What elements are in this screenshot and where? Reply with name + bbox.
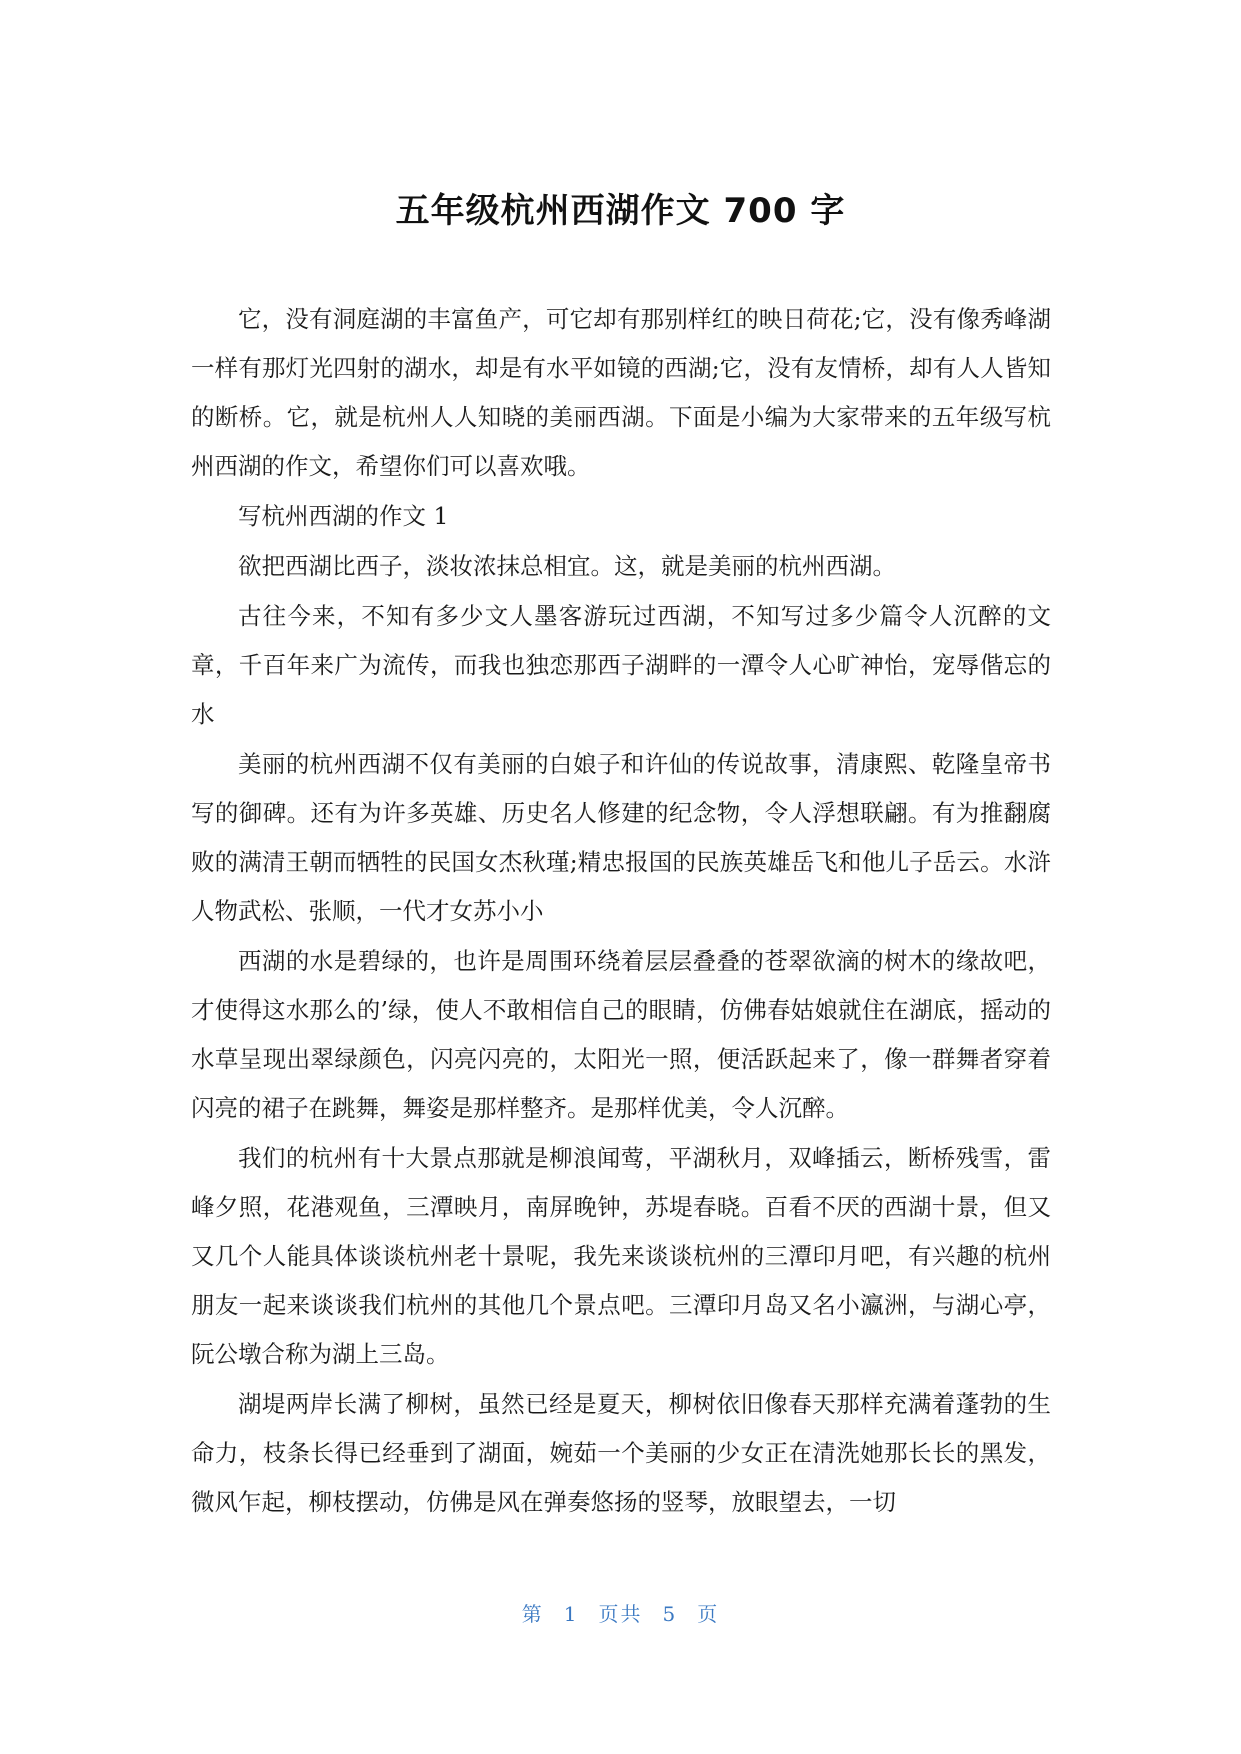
page-suffix: 页 [697,1602,720,1626]
paragraph: 欲把西湖比西子，淡妆浓抹总相宜。这，就是美丽的杭州西湖。 [238,552,896,580]
total-pages-number: 5 [662,1602,678,1626]
page-footer [0,1598,1241,1627]
paragraph: 西湖的水是碧绿的，也许是周围环绕着层层叠叠的苍翠欲滴的树木的缘故吧，才使得这水那么的’绿，使人不敢相信自己的眼睛，仿佛春姑娘就住在湖底，摇动的水草呈现出翠绿颜色，闪亮闪亮的，太阳光一照，便活跃起来了，像一群舞者穿着闪亮的裙子在跳舞，舞姿是那样整齐。是那样优美，令人沉醉。 [191,947,1051,1122]
paragraph: 古往今来，不知有多少文人墨客游玩过西湖，不知写过多少篇令人沉醉的文章，千百年来广为流传，而我也独恋那西子湖畔的一潭令人心旷神怡，宠辱偕忘的水 [191,602,1051,728]
section-heading: 写杭州西湖的作文 1 [238,502,449,530]
page-of-label: 页共 [598,1602,643,1626]
paragraph: 湖堤两岸长满了柳树，虽然已经是夏天，柳树依旧像春天那样充满着蓬勃的生命力，枝条长得已经垂到了湖面，婉茹一个美丽的少女正在清洗她那长长的黑发，微风乍起，柳枝摆动，仿佛是风在弹奏悠扬的竖琴，放眼望去，一切 [191,1390,1051,1516]
paragraph: 我们的杭州有十大景点那就是柳浪闻莺，平湖秋月，双峰插云，断桥残雪，雷峰夕照，花港观鱼，三潭映月，南屏晚钟，苏堤春晓。百看不厌的西湖十景，但又又几个人能具体谈谈杭州老十景呢，我先来谈谈杭州的三潭印月吧，有兴趣的杭州朋友一起来谈谈我们杭州的其他几个景点吧。三潭印月岛又名小瀛洲，与湖心亭，阮公墩合称为湖上三岛。 [191,1144,1051,1368]
document-title: 五年级杭州西湖作文 700 字 [395,191,846,231]
current-page-number: 1 [563,1602,579,1626]
page-label: 第 [521,1602,544,1626]
document-body [191,295,1051,1528]
paragraph: 美丽的杭州西湖不仅有美丽的白娘子和许仙的传说故事，清康熙、乾隆皇帝书写的御碑。还有为许多英雄、历史名人修建的纪念物，令人浮想联翩。有为推翻腐败的满清王朝而牺牲的民国女杰秋瑾;精忠报国的民族英雄岳飞和他儿子岳云。水浒人物武松、张顺，一代才女苏小小 [191,750,1051,925]
paragraph-intro: 它，没有洞庭湖的丰富鱼产，可它却有那别样红的映日荷花;它，没有像秀峰湖一样有那灯光四射的湖水，却是有水平如镜的西湖;它，没有友情桥，却有人人皆知的断桥。它，就是杭州人人知晓的美丽西湖。下面是小编为大家带来的五年级写杭州西湖的作文，希望你们可以喜欢哦。 [191,305,1051,480]
